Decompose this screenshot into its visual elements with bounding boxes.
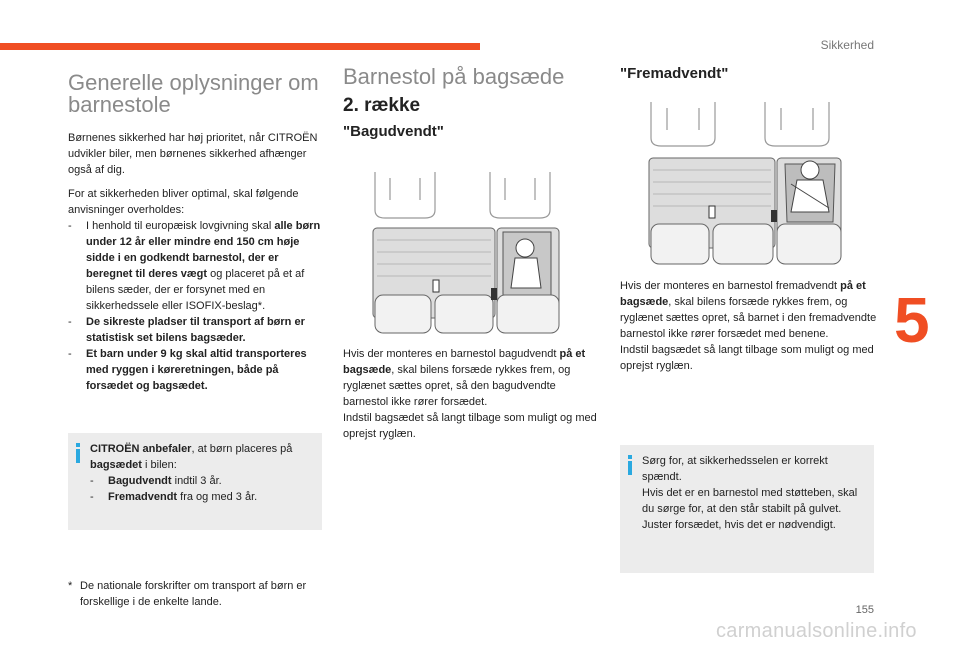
instructions-lead: For at sikkerheden bliver optimal, skal følgende anvisninger overholdes:	[68, 188, 299, 216]
seatbelt-info-box	[620, 445, 874, 573]
page-number: 155	[855, 604, 874, 616]
forward-instructions: Hvis der monteres en barnestol fremadvendt på et bagsæde, skal bilens forsæde rykkes frem, og ryglænet sættes opret, så barnet i den fremadvendte barnestol ikke rører forsædet med benene. Indstil bagsædet så langt tilbage som muligt og med oprejst ryglæn.	[620, 280, 877, 372]
watermark: carmanualsonline.info	[716, 620, 917, 642]
general-info-title: Generelle oplysninger om barnestole	[68, 70, 319, 117]
chapter-number: 5	[894, 284, 930, 356]
column-rear-seat	[343, 66, 601, 140]
instruction-item-3: - Et barn under 9 kg skal altid transporteres med ryggen i køreretningen, både på forsædet og bagsædet.	[68, 348, 307, 392]
recommendation-text: CITROËN anbefaler, at børn placeres på bagsædet i bilen: - Bagudvendt indtil 3 år. - Fremadvendt fra og med 3 år.	[90, 441, 316, 505]
info-icon	[76, 443, 80, 463]
column-forward	[620, 66, 878, 82]
forward-seat-illustration	[643, 100, 848, 268]
row-subtitle: 2. række	[343, 95, 421, 116]
rear-seat-title: Barnestol på bagsæde	[343, 64, 565, 89]
rearward-heading: "Bagudvendt"	[343, 123, 444, 140]
footnote: * De nationale forskrifter om transport af børn er forskellige i de enkelte lande.	[68, 580, 307, 608]
section-name: Sikkerhed	[820, 38, 874, 52]
instruction-item-1: - I henhold til europæisk lovgivning skal alle børn under 12 år eller mindre end 150 cm høje sidde i en godkendt barnestol, der er beregnet til deres vægt og placeret på et af bilens sæder, der er forsynet med en sikkerhedssele eller ISOFIX-beslag*.	[68, 220, 321, 312]
seatbelt-info-text: Sørg for, at sikkerhedsselen er korrekt spændt. Hvis det er en barnestol med støtteben, skal du sørge for, at den står stabilt på gulvet. Juster forsædet, hvis det er nødvendigt.	[642, 455, 858, 531]
column-general-info	[68, 72, 326, 394]
header-accent-bar	[0, 43, 480, 50]
recommendation-item-2: - Fremadvendt fra og med 3 år.	[90, 491, 258, 503]
forward-heading: "Fremadvendt"	[620, 65, 729, 82]
recommendation-info-box	[68, 433, 322, 530]
instruction-item-2: - De sikreste pladser til transport af børn er statistisk set bilens bagsæder.	[68, 316, 305, 344]
general-info-intro: Børnenes sikkerhed har høj prioritet, når CITROËN udvikler biler, men børnenes sikkerhed afhænger også af dig.	[68, 132, 318, 176]
rearward-instructions: Hvis der monteres en barnestol bagudvendt på et bagsæde, skal bilens forsæde rykkes frem, og ryglænet sættes opret, så den bagudvendte barnestol ikke rører forsædet. Indstil bagsædet så langt tilbage som muligt og med oprejst ryglæn.	[343, 348, 597, 440]
rearward-seat-illustration	[365, 170, 565, 338]
info-icon	[628, 455, 632, 475]
recommendation-item-1: - Bagudvendt indtil 3 år.	[90, 475, 222, 487]
